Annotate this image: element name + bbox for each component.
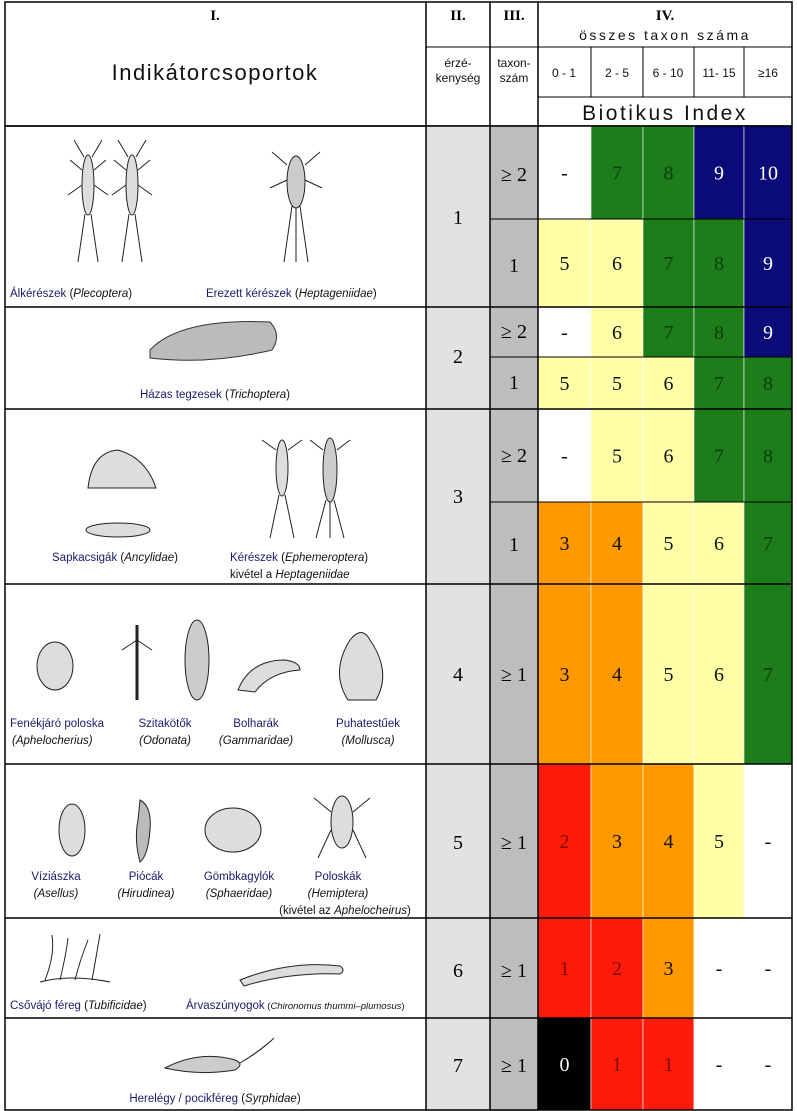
index-value: 8 [714, 322, 724, 344]
index-value: 5 [559, 373, 570, 395]
index-value: 7 [663, 322, 674, 344]
taxon-latin: Trichoptera [228, 389, 287, 401]
index-value: - [764, 958, 772, 980]
taxon-name: Kérészek [230, 552, 278, 564]
col2-line1: érzé- [444, 56, 472, 70]
taxon-name: Bolharák [233, 718, 279, 730]
index-value: 9 [763, 322, 773, 344]
index-value: 8 [763, 445, 773, 468]
taxon-name: Poloskák [314, 871, 362, 883]
svg-text:Házas tegzesek (Trichoptera): Házas tegzesek (Trichoptera) [139, 389, 291, 401]
taxon-latin: Ephemeroptera [284, 552, 365, 564]
leech-icon [136, 800, 150, 862]
taxon-latin-full: (Hirudinea) [117, 888, 175, 900]
midge-larva-icon [240, 965, 343, 986]
taxa-g3-r2: 1 [509, 534, 519, 556]
index-value: 7 [763, 664, 773, 686]
taxon-name: Árvaszúnyogok [186, 1000, 265, 1012]
range-16-plus: ≥16 [758, 66, 778, 80]
index-value: 9 [714, 162, 724, 185]
index-value: 3 [559, 533, 570, 555]
taxa-g1-r2: 1 [509, 255, 519, 277]
caddisfly-case-icon [150, 322, 277, 361]
taxon-exception: kivétel a [230, 569, 276, 581]
col1-title: Indikátorcsoportok [111, 60, 319, 85]
taxon-name: Sapkacsigák [52, 552, 118, 564]
index-value: 1 [612, 1054, 622, 1076]
index-value: - [561, 445, 568, 468]
index-value: 6 [663, 373, 674, 395]
index-value: 7 [663, 253, 674, 275]
svg-text:Kérészek (Ephemeroptera): Kérészek (Ephemeroptera) [230, 552, 369, 564]
index-value: 5 [663, 664, 674, 686]
taxon-latin-full: (Hemiptera) [307, 888, 369, 900]
mayfly-icon [262, 440, 302, 538]
water-bug-icon [37, 642, 73, 690]
index-value: 0 [559, 1054, 570, 1076]
taxon-latin: Tubificidae [88, 1000, 143, 1012]
taxon-latin-full: (Gammaridae) [218, 735, 294, 747]
svg-text:Csővájó féreg (Tubificidae): Csővájó féreg (Tubificidae) [10, 1000, 147, 1012]
limpet-icon [88, 450, 156, 488]
water-bug-icon [314, 796, 370, 858]
svg-text:kivétel a Heptageniidae [230, 569, 350, 581]
taxon-exception-line: (kivétel az Aphelocheirus) [279, 905, 411, 917]
col3-line1: taxon- [497, 56, 531, 70]
damselfly-icon [122, 625, 152, 700]
index-value: 3 [663, 958, 674, 980]
taxon-name: Csővájó féreg [10, 1000, 81, 1012]
taxon-name: Erezett kérészek [206, 288, 292, 300]
taxon-latin: Heptageniidae [298, 288, 373, 300]
sensitivity-7: 7 [453, 1055, 463, 1077]
pea-clam-icon [205, 808, 261, 852]
tubifex-worm-icon [40, 934, 110, 982]
index-value: 1 [663, 1054, 674, 1076]
col3-line2: szám [499, 71, 529, 85]
index-value: 5 [663, 533, 674, 555]
col2-roman: II. [450, 8, 466, 24]
col4-roman: IV. [655, 8, 675, 24]
index-value: 5 [714, 831, 724, 853]
rat-tailed-maggot-icon [165, 1038, 274, 1073]
taxon-latin-full: (Mollusca) [341, 735, 395, 747]
index-value: - [561, 162, 568, 185]
index-value: 5 [612, 445, 622, 468]
index-value: 7 [763, 533, 773, 555]
taxon-name: Házas tegzesek [139, 389, 222, 401]
index-value: 4 [612, 664, 622, 686]
index-value: 5 [612, 373, 622, 395]
index-value: 9 [763, 253, 773, 275]
index-value: 6 [663, 445, 674, 468]
index-value: 6 [714, 533, 724, 555]
sensitivity-5: 5 [453, 832, 463, 854]
svg-text:Herelégy / pocikféreg (Syrphid: Herelégy / pocikféreg (Syrphidae) [129, 1093, 301, 1105]
range-6-10: 6 - 10 [652, 66, 684, 80]
sensitivity-4: 4 [453, 664, 463, 686]
index-value: 1 [559, 958, 570, 980]
index-value: 10 [758, 162, 778, 185]
svg-text:Sapkacsigák (Ancylidae): Sapkacsigák (Ancylidae) [52, 552, 178, 564]
taxon-latin: Ancylidae [124, 552, 175, 564]
range-0-1: 0 - 1 [551, 66, 577, 80]
index-value: 4 [612, 533, 622, 555]
svg-text:Álkérészek (Plecoptera): Álkérészek (Plecoptera) [10, 288, 133, 300]
clam-icon [86, 523, 150, 537]
index-value: 3 [559, 664, 570, 686]
insect-illustrations [37, 140, 383, 1073]
taxon-latin: Chironomus thummi–plumosus [270, 1001, 402, 1012]
col1-roman: I. [210, 8, 220, 24]
index-value: 7 [612, 162, 622, 185]
index-value: 8 [663, 162, 674, 185]
index-value: 3 [612, 831, 622, 853]
svg-text:Erezett kérészek (Heptageniida: Erezett kérészek (Heptageniidae) [206, 288, 377, 300]
col2-line2: kenység [435, 71, 481, 85]
taxon-latin-full: (Asellus) [33, 888, 79, 900]
stonefly-icon [112, 140, 152, 262]
index-value: 2 [559, 831, 570, 853]
index-value: 2 [612, 958, 622, 980]
taxon-latin-full: (Aphelocherius) [12, 735, 93, 747]
taxon-name: Szitakötők [138, 718, 192, 730]
taxa-g2-r2: 1 [509, 372, 519, 394]
taxa-g2-r1: ≥ 2 [501, 321, 527, 343]
taxon-name: Álkérészek [10, 288, 67, 300]
mayfly-nymph-icon [310, 438, 350, 538]
taxon-name: Víziászka [31, 871, 81, 883]
taxon-latin-full: (Odonata) [139, 735, 191, 747]
sensitivity-6: 6 [453, 960, 463, 982]
mayfly-icon [270, 152, 322, 262]
taxon-latin-full: (Sphaeridae) [205, 888, 273, 900]
index-value: 7 [714, 373, 724, 395]
range-2-5: 2 - 5 [604, 66, 630, 80]
taxon-exception-latin: Heptageniidae [275, 569, 350, 581]
col3-roman: III. [503, 8, 525, 24]
taxon-latin: Plecoptera [73, 288, 129, 300]
sensitivity-2: 2 [453, 346, 463, 368]
taxa-g7: ≥ 1 [501, 1055, 527, 1077]
index-value: 6 [714, 664, 724, 686]
taxon-name: Piócák [128, 871, 164, 883]
taxon-latin: Syrphidae [245, 1093, 297, 1105]
index-value: 8 [763, 373, 773, 395]
amphipod-icon [238, 660, 300, 692]
svg-text:Árvaszúnyogok (Chironomus thum: Árvaszúnyogok (Chironomus thummi–plumosus) [186, 1000, 405, 1012]
water-louse-icon [59, 804, 85, 856]
index-value: 4 [663, 831, 674, 853]
index-value: 6 [612, 253, 622, 275]
sensitivity-1: 1 [453, 207, 463, 229]
range-11-15: 11- 15 [702, 66, 736, 80]
snail-icon [339, 633, 382, 701]
sensitivity-3: 3 [453, 486, 463, 508]
taxa-g5: ≥ 1 [501, 832, 527, 854]
taxa-g3-r1: ≥ 2 [501, 445, 527, 467]
taxa-g1-r1: ≥ 2 [501, 164, 527, 186]
dragonfly-nymph-icon [185, 620, 209, 700]
index-value: - [561, 322, 568, 344]
taxa-g6: ≥ 1 [501, 960, 527, 982]
col4-title: összes taxon száma [579, 27, 751, 43]
taxon-name: Fenékjáró poloska [10, 718, 104, 730]
table-header [5, 2, 792, 126]
index-value: 8 [714, 253, 724, 275]
biotic-index-title: Biotikus Index [582, 102, 748, 125]
index-value: 6 [612, 322, 622, 344]
index-value: - [715, 1054, 723, 1076]
taxa-g4: ≥ 1 [501, 664, 527, 686]
index-value: - [764, 1054, 772, 1076]
taxon-name: Puhatestűek [336, 718, 400, 730]
index-value: 7 [714, 445, 724, 468]
index-value: - [715, 958, 723, 980]
taxon-name: Herelégy / pocikféreg [129, 1093, 238, 1105]
index-value: 5 [559, 253, 570, 275]
stonefly-icon [68, 140, 108, 262]
index-value-cells [538, 126, 792, 1110]
index-value: - [764, 831, 772, 853]
taxon-name: Gömbkagylók [203, 871, 275, 883]
